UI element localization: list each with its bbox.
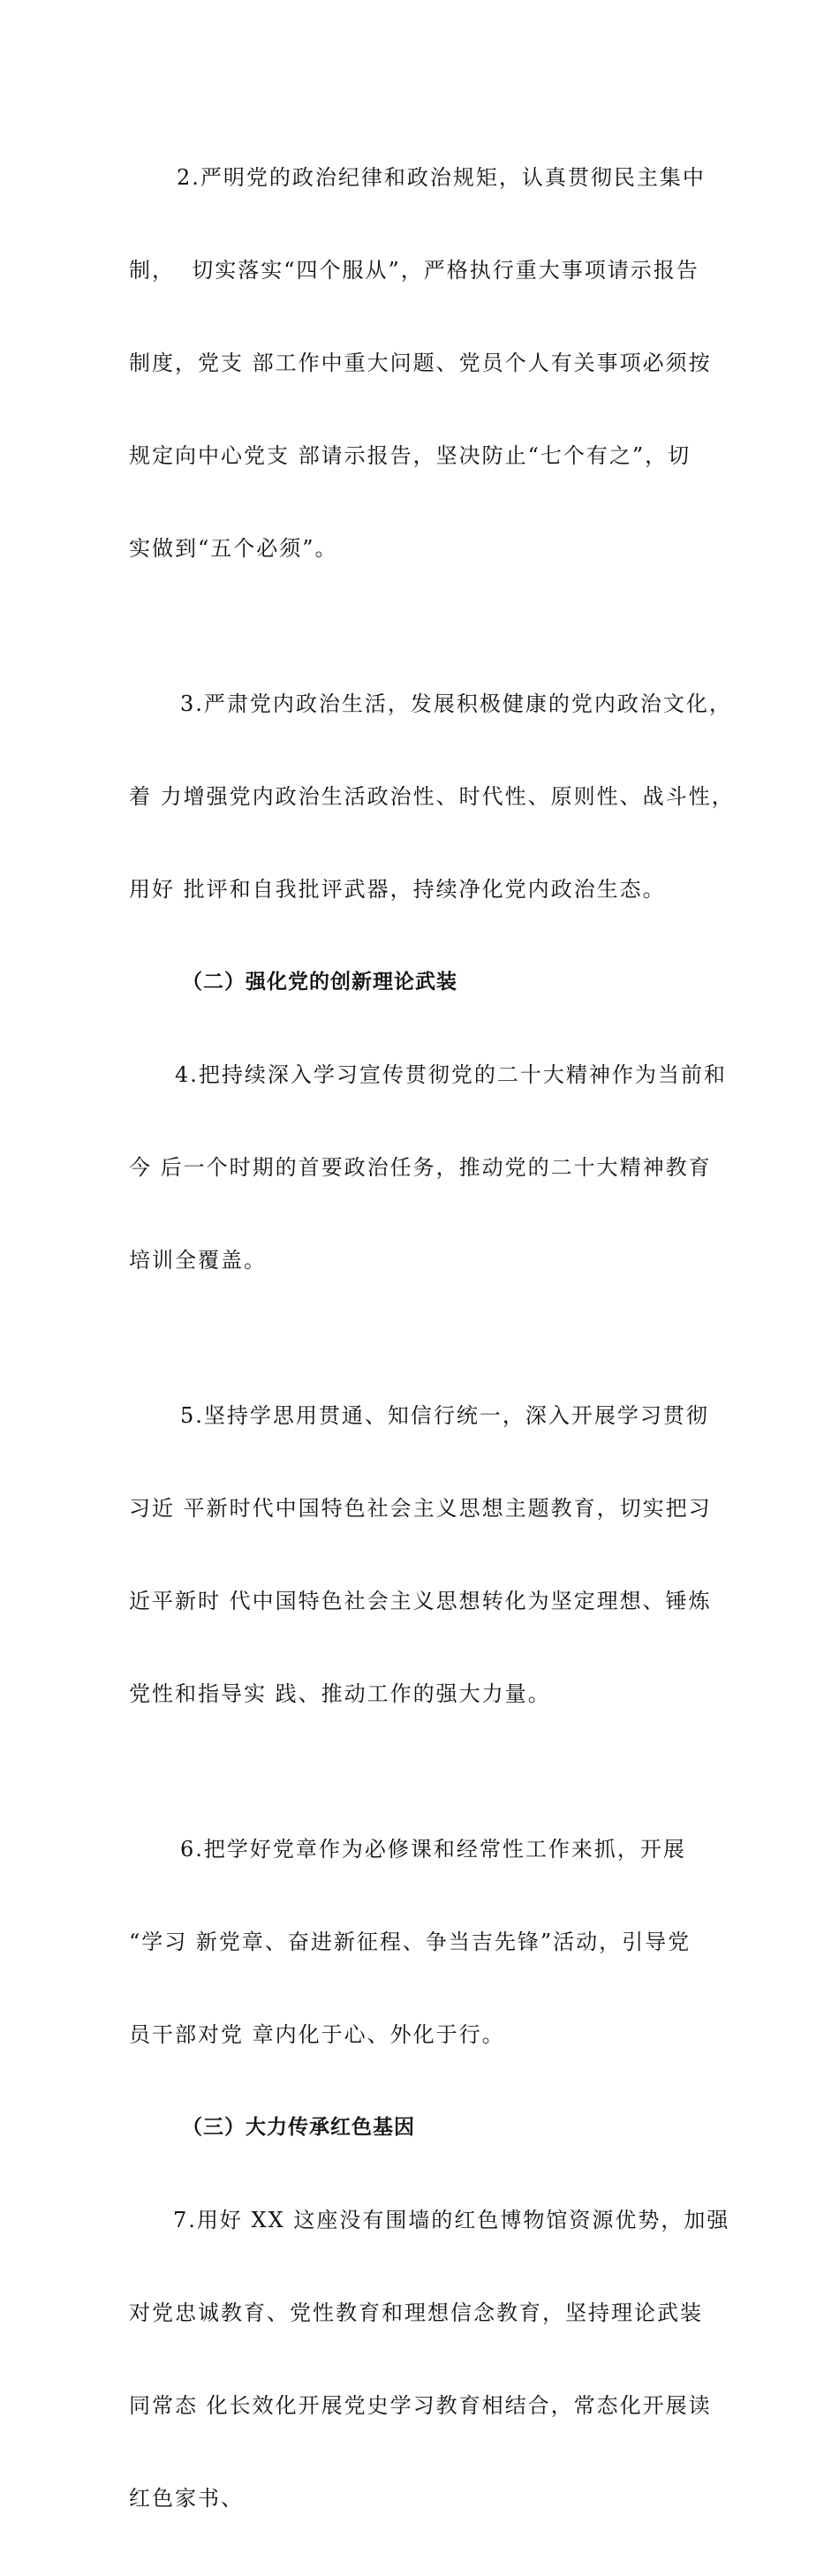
section-heading-2: （二）强化党的创新理论武装 — [182, 971, 457, 993]
paragraph-line: 用好 批评和自我批评武器，持续净化党内政治生态。 — [129, 877, 666, 902]
paragraph-item-5 — [129, 1339, 715, 1771]
paragraph-item-2 — [129, 101, 715, 626]
paragraph-line: 今 后一个时期的首要政治任务，推动党的二十大精神教育 — [129, 1155, 712, 1180]
paragraph-line: 实做到“五个必须”。 — [129, 536, 338, 561]
paragraph-item-6 — [129, 1772, 715, 2112]
paragraph-line: 对党忠诚教育、党性教育和理想信念教育，坚持理论武装 — [129, 2300, 703, 2325]
paragraph-line: 3.严肃党内政治生活，发展积极健康的党内政治文化， — [180, 691, 732, 716]
paragraph-item-7 — [129, 2143, 730, 2576]
paragraph-line: 制， 切实落实“四个服从”，严格执行重大事项请示报告 — [129, 258, 699, 283]
paragraph-line: 习近 平新时代中国特色社会主义思想主题教育，切实把习 — [129, 1496, 712, 1521]
paragraph-line: 4.把持续深入学习宣传贯彻党的二十大精神作为当前和 — [175, 1062, 727, 1087]
paragraph-line: 2.严明党的政治纪律和政治规矩，认真贯彻民主集中 — [177, 165, 706, 190]
paragraph-line: 7.用好 XX 这座没有围墙的红色博物馆资源优势，加强 — [173, 2208, 730, 2232]
paragraph-line: 同常态 化长效化开展党史学习教育相结合，常态化开展读 — [129, 2393, 712, 2418]
paragraph-line: 着 力增强党内政治生活政治性、时代性、原则性、战斗性， — [129, 784, 735, 809]
paragraph-line: 规定向中心党支 部请示报告，坚决防止“七个有之”，切 — [129, 443, 692, 468]
paragraph-line: “学习 新党章、奋进新征程、争当吉先锋”活动，引导党 — [129, 1930, 692, 1954]
document-body — [129, 101, 735, 2576]
paragraph-line: 培训全覆盖。 — [129, 1248, 267, 1273]
paragraph-line: 5.坚持学思用贯通、知信行统一，深入开展学习贯彻 — [180, 1403, 709, 1428]
paragraph-item-4 — [129, 998, 727, 1338]
paragraph-line: 6.把学好党章作为必修课和经常性工作来抓，开展 — [180, 1837, 686, 1862]
paragraph-line: 近平新时 代中国特色社会主义思想转化为坚定理想、锤炼 — [129, 1589, 712, 1613]
paragraph-line: 员干部对党 章内化于心、外化于行。 — [129, 2022, 505, 2047]
paragraph-line: 红色家书、 — [129, 2486, 244, 2511]
paragraph-line: 党性和指导实 践、推动工作的强大力量。 — [129, 1681, 551, 1706]
section-heading-3: （三）大力传承红色基因 — [182, 2116, 415, 2139]
paragraph-line: 制度，党支 部工作中重大问题、党员个人有关事项必须按 — [129, 351, 712, 375]
paragraph-item-3 — [129, 627, 735, 967]
